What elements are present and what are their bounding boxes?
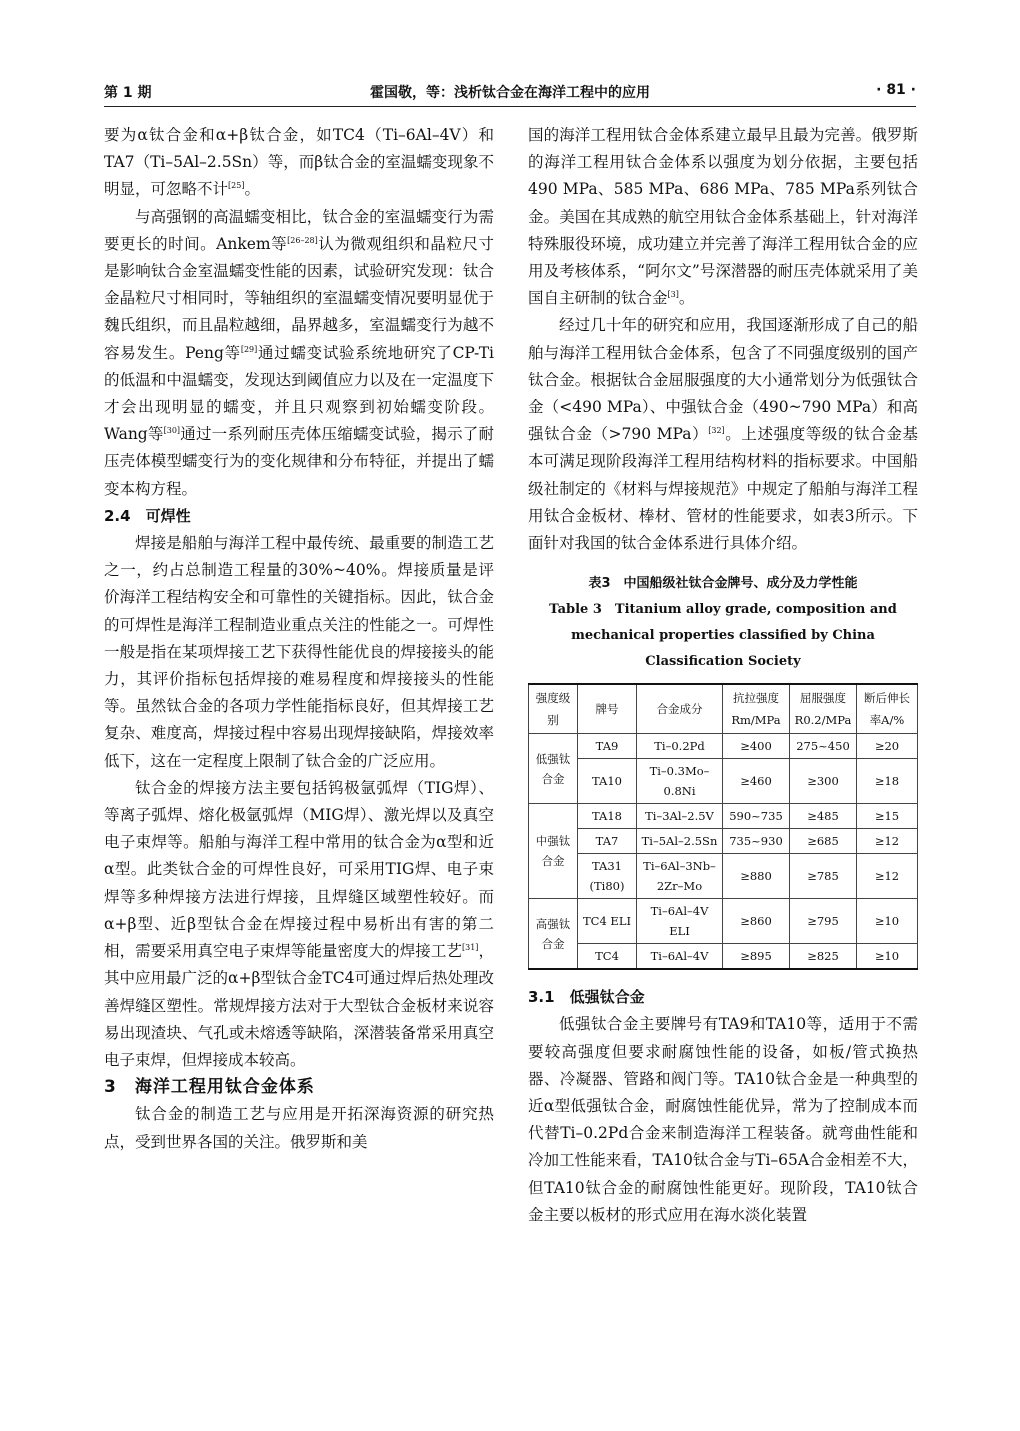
cell-a: ≥10 bbox=[857, 899, 918, 944]
col-header-grade: 牌号 bbox=[578, 684, 637, 734]
table-row bbox=[529, 804, 918, 829]
table-row bbox=[529, 759, 918, 804]
cell-grade: TA18 bbox=[578, 804, 637, 829]
paragraph: 经过几十年的研究和应用，我国逐渐形成了自己的船舶与海洋工程用钛合金体系，包含了不同强度级别的国产钛合金。根据钛合金屈服强度的大小通常划分为低强钛合金（<490 MPa）、中强钛合金（490~790 MPa）和高强钛合金（>790 MPa）[32]。上述强度等级的钛合金基本可满足现阶段海洋工程用结构材料的指标要求。中国船级社制定的《材料与焊接规范》中规定了船舶与海洋工程用钛合金板材、棒材、管材的性能要求，如表3所示。下面针对我国的钛合金体系进行具体介绍。 bbox=[528, 316, 918, 553]
cell-a: ≥20 bbox=[857, 734, 918, 759]
cell-comp: Ti–3Al–2.5V bbox=[637, 804, 723, 829]
cell-rp: ≥685 bbox=[790, 829, 857, 854]
table-row bbox=[529, 854, 918, 899]
cell-rp: ≥485 bbox=[790, 804, 857, 829]
table-caption-en: Table 3 Titanium alloy grade, composition and mechanical properties classified by China Classification Society bbox=[549, 602, 897, 670]
issue-number: 第 1 期 bbox=[104, 85, 152, 101]
paragraph: 国的海洋工程用钛合金体系建立最早且最为完善。俄罗斯的海洋工程用钛合金体系以强度为划分依据，主要包括490 MPa、585 MPa、686 MPa、785 MPa系列钛合金。美国在其成熟的航空用钛合金体系基础上，针对海洋特殊服役环境，成功建立并完善了海洋工程用钛合金的应用及考核体系，“阿尔文”号深潜器的耐压壳体就采用了美国自主研制的钛合金[3]。 bbox=[528, 126, 918, 308]
alloy-table bbox=[528, 683, 918, 970]
citation: [26–28] bbox=[287, 235, 318, 245]
cell-rm: ≥400 bbox=[723, 734, 790, 759]
col-header-tensile: 抗拉强度 Rm/MPa bbox=[723, 684, 790, 734]
cell-rp: 275~450 bbox=[790, 734, 857, 759]
col-header-level: 强度级别 bbox=[529, 684, 578, 734]
paragraph: 低强钛合金主要牌号有TA9和TA10等，适用于不需要较高强度但要求耐腐蚀性能的设备，如板/管式换热器、冷凝器、管路和阀门等。TA10钛合金是一种典型的近α型低强钛合金，耐腐蚀性能优异，常为了控制成本而代替Ti–0.2Pd合金来制造海洋工程装备。就弯曲性能和冷加工性能来看，TA10钛合金与Ti–65A合金相差不大，但TA10钛合金的耐腐蚀性能更好。现阶段，TA10钛合金主要以板材的形式应用在海水淡化装置 bbox=[528, 1015, 918, 1224]
paragraph: 焊接是船舶与海洋工程中最传统、最重要的制造工艺之一，约占总制造工程量的30%~40%。焊接质量是评价海洋工程结构安全和可靠性的关键指标。因此，钛合金的可焊性是海洋工程制造业重点关注的性能之一。可焊性一般是指在某项焊接工艺下获得性能优良的焊接接头的能力，其评价指标包括焊接的难易程度和焊接接头的性能等。虽然钛合金的各项力学性能指标良好，但其焊接工艺复杂、难度高，焊接过程中容易出现焊接缺陷，焊接效率低下，这在一定程度上限制了钛合金的广泛应用。 bbox=[104, 534, 494, 770]
cell-rm: ≥880 bbox=[723, 854, 790, 899]
cell-grade: TC4 bbox=[578, 944, 637, 970]
col-header-elong: 断后伸长 率A/% bbox=[857, 684, 918, 734]
section-heading-3-1: 3.1 低强钛合金 bbox=[528, 988, 645, 1007]
table-row bbox=[529, 899, 918, 944]
cell-strength-level: 中强钛合金 bbox=[529, 804, 578, 899]
cell-rp: ≥785 bbox=[790, 854, 857, 899]
citation: [31] bbox=[461, 942, 479, 952]
col-header-comp: 合金成分 bbox=[637, 684, 723, 734]
cell-grade: TC4 ELI bbox=[578, 899, 637, 944]
cell-grade: TA10 bbox=[578, 759, 637, 804]
table-row bbox=[529, 944, 918, 970]
cell-grade: TA9 bbox=[578, 734, 637, 759]
cell-rp: ≥825 bbox=[790, 944, 857, 970]
section-heading-3: 3 海洋工程用钛合金体系 bbox=[104, 1077, 315, 1098]
header-rule bbox=[104, 106, 916, 107]
cell-comp: Ti–6Al–4V bbox=[637, 944, 723, 970]
col-header-yield: 屈服强度 R0.2/MPa bbox=[790, 684, 857, 734]
cell-a: ≥18 bbox=[857, 759, 918, 804]
cell-a: ≥10 bbox=[857, 944, 918, 970]
left-column bbox=[104, 122, 494, 1156]
cell-a: ≥12 bbox=[857, 854, 918, 899]
citation: [3] bbox=[667, 290, 679, 300]
cell-comp: Ti–6Al–4V ELI bbox=[637, 899, 723, 944]
paragraph: 要为α钛合金和α+β钛合金，如TC4（Ti–6Al–4V）和TA7（Ti–5Al–2.5Sn）等，而β钛合金的室温蠕变现象不明显，可忽略不计[25]。 bbox=[104, 126, 494, 199]
cell-comp: Ti–5Al–2.5Sn bbox=[637, 829, 723, 854]
running-title: 霍国敬，等：浅析钛合金在海洋工程中的应用 bbox=[370, 85, 650, 101]
cell-rm: 590~735 bbox=[723, 804, 790, 829]
citation: [32] bbox=[708, 426, 725, 436]
section-heading-2-4: 2.4 可焊性 bbox=[104, 506, 191, 525]
cell-a: ≥15 bbox=[857, 804, 918, 829]
right-column bbox=[528, 122, 918, 1229]
cell-grade: TA7 bbox=[578, 829, 637, 854]
cell-rp: ≥300 bbox=[790, 759, 857, 804]
cell-rm: ≥860 bbox=[723, 899, 790, 944]
table-row bbox=[529, 734, 918, 759]
cell-comp: Ti–0.3Mo–0.8Ni bbox=[637, 759, 723, 804]
page-number: · 81 · bbox=[876, 82, 916, 98]
cell-rm: 735~930 bbox=[723, 829, 790, 854]
citation: [30] bbox=[163, 426, 181, 436]
cell-a: ≥12 bbox=[857, 829, 918, 854]
cell-comp: Ti–6Al–3Nb–2Zr–Mo bbox=[637, 854, 723, 899]
cell-grade: TA31 (Ti80) bbox=[578, 854, 637, 899]
cell-rp: ≥795 bbox=[790, 899, 857, 944]
table-row bbox=[529, 829, 918, 854]
paragraph: 与高强钢的高温蠕变相比，钛合金的室温蠕变行为需要更长的时间。Ankem等[26–28]认为微观组织和晶粒尺寸是影响钛合金室温蠕变性能的因素，试验研究发现：钛合金晶粒尺寸相同时，等轴组织的室温蠕变情况要明显优于魏氏组织，而且晶粒越细，晶界越多，室温蠕变行为越不容易发生。Peng等[29]通过蠕变试验系统地研究了CP-Ti的低温和中温蠕变，发现达到阈值应力以及在一定温度下才会出现明显的蠕变，并且只观察到初始蠕变阶段。Wang等[30]通过一系列耐压壳体压缩蠕变试验，揭示了耐压壳体模型蠕变行为的变化规律和分布特征，并提出了蠕变本构方程。 bbox=[104, 207, 494, 498]
citation: [25] bbox=[228, 181, 245, 191]
cell-strength-level: 高强钛合金 bbox=[529, 899, 578, 970]
citation: [29] bbox=[240, 344, 258, 354]
cell-rm: ≥895 bbox=[723, 944, 790, 970]
cell-rm: ≥460 bbox=[723, 759, 790, 804]
running-header bbox=[104, 80, 916, 106]
paragraph: 钛合金的焊接方法主要包括钨极氩弧焊（TIG焊）、等离子弧焊、熔化极氩弧焊（MIG焊）、激光焊以及真空电子束焊等。船舶与海洋工程中常用的钛合金为α型和近α型。此类钛合金的可焊性良好，可采用TIG焊、电子束焊等多种焊接方法进行焊接，且焊缝区域塑性较好。而α+β型、近β型钛合金在焊接过程中易析出有害的第二相，需要采用真空电子束焊等能量密度大的焊接工艺[31]，其中应用最广泛的α+β型钛合金TC4可通过焊后热处理改善焊缝区塑性。常规焊接方法对于大型钛合金板材来说容易出现渣块、气孔或未熔透等缺陷，深潜装备常采用真空电子束焊，但焊接成本较高。 bbox=[104, 778, 494, 1069]
cell-comp: Ti–0.2Pd bbox=[637, 734, 723, 759]
table-caption-cn: 表3 中国船级社钛合金牌号、成分及力学性能 bbox=[588, 576, 858, 592]
paragraph: 钛合金的制造工艺与应用是开拓深海资源的研究热点，受到世界各国的关注。俄罗斯和美 bbox=[104, 1105, 494, 1151]
cell-strength-level: 低强钛合金 bbox=[529, 734, 578, 804]
